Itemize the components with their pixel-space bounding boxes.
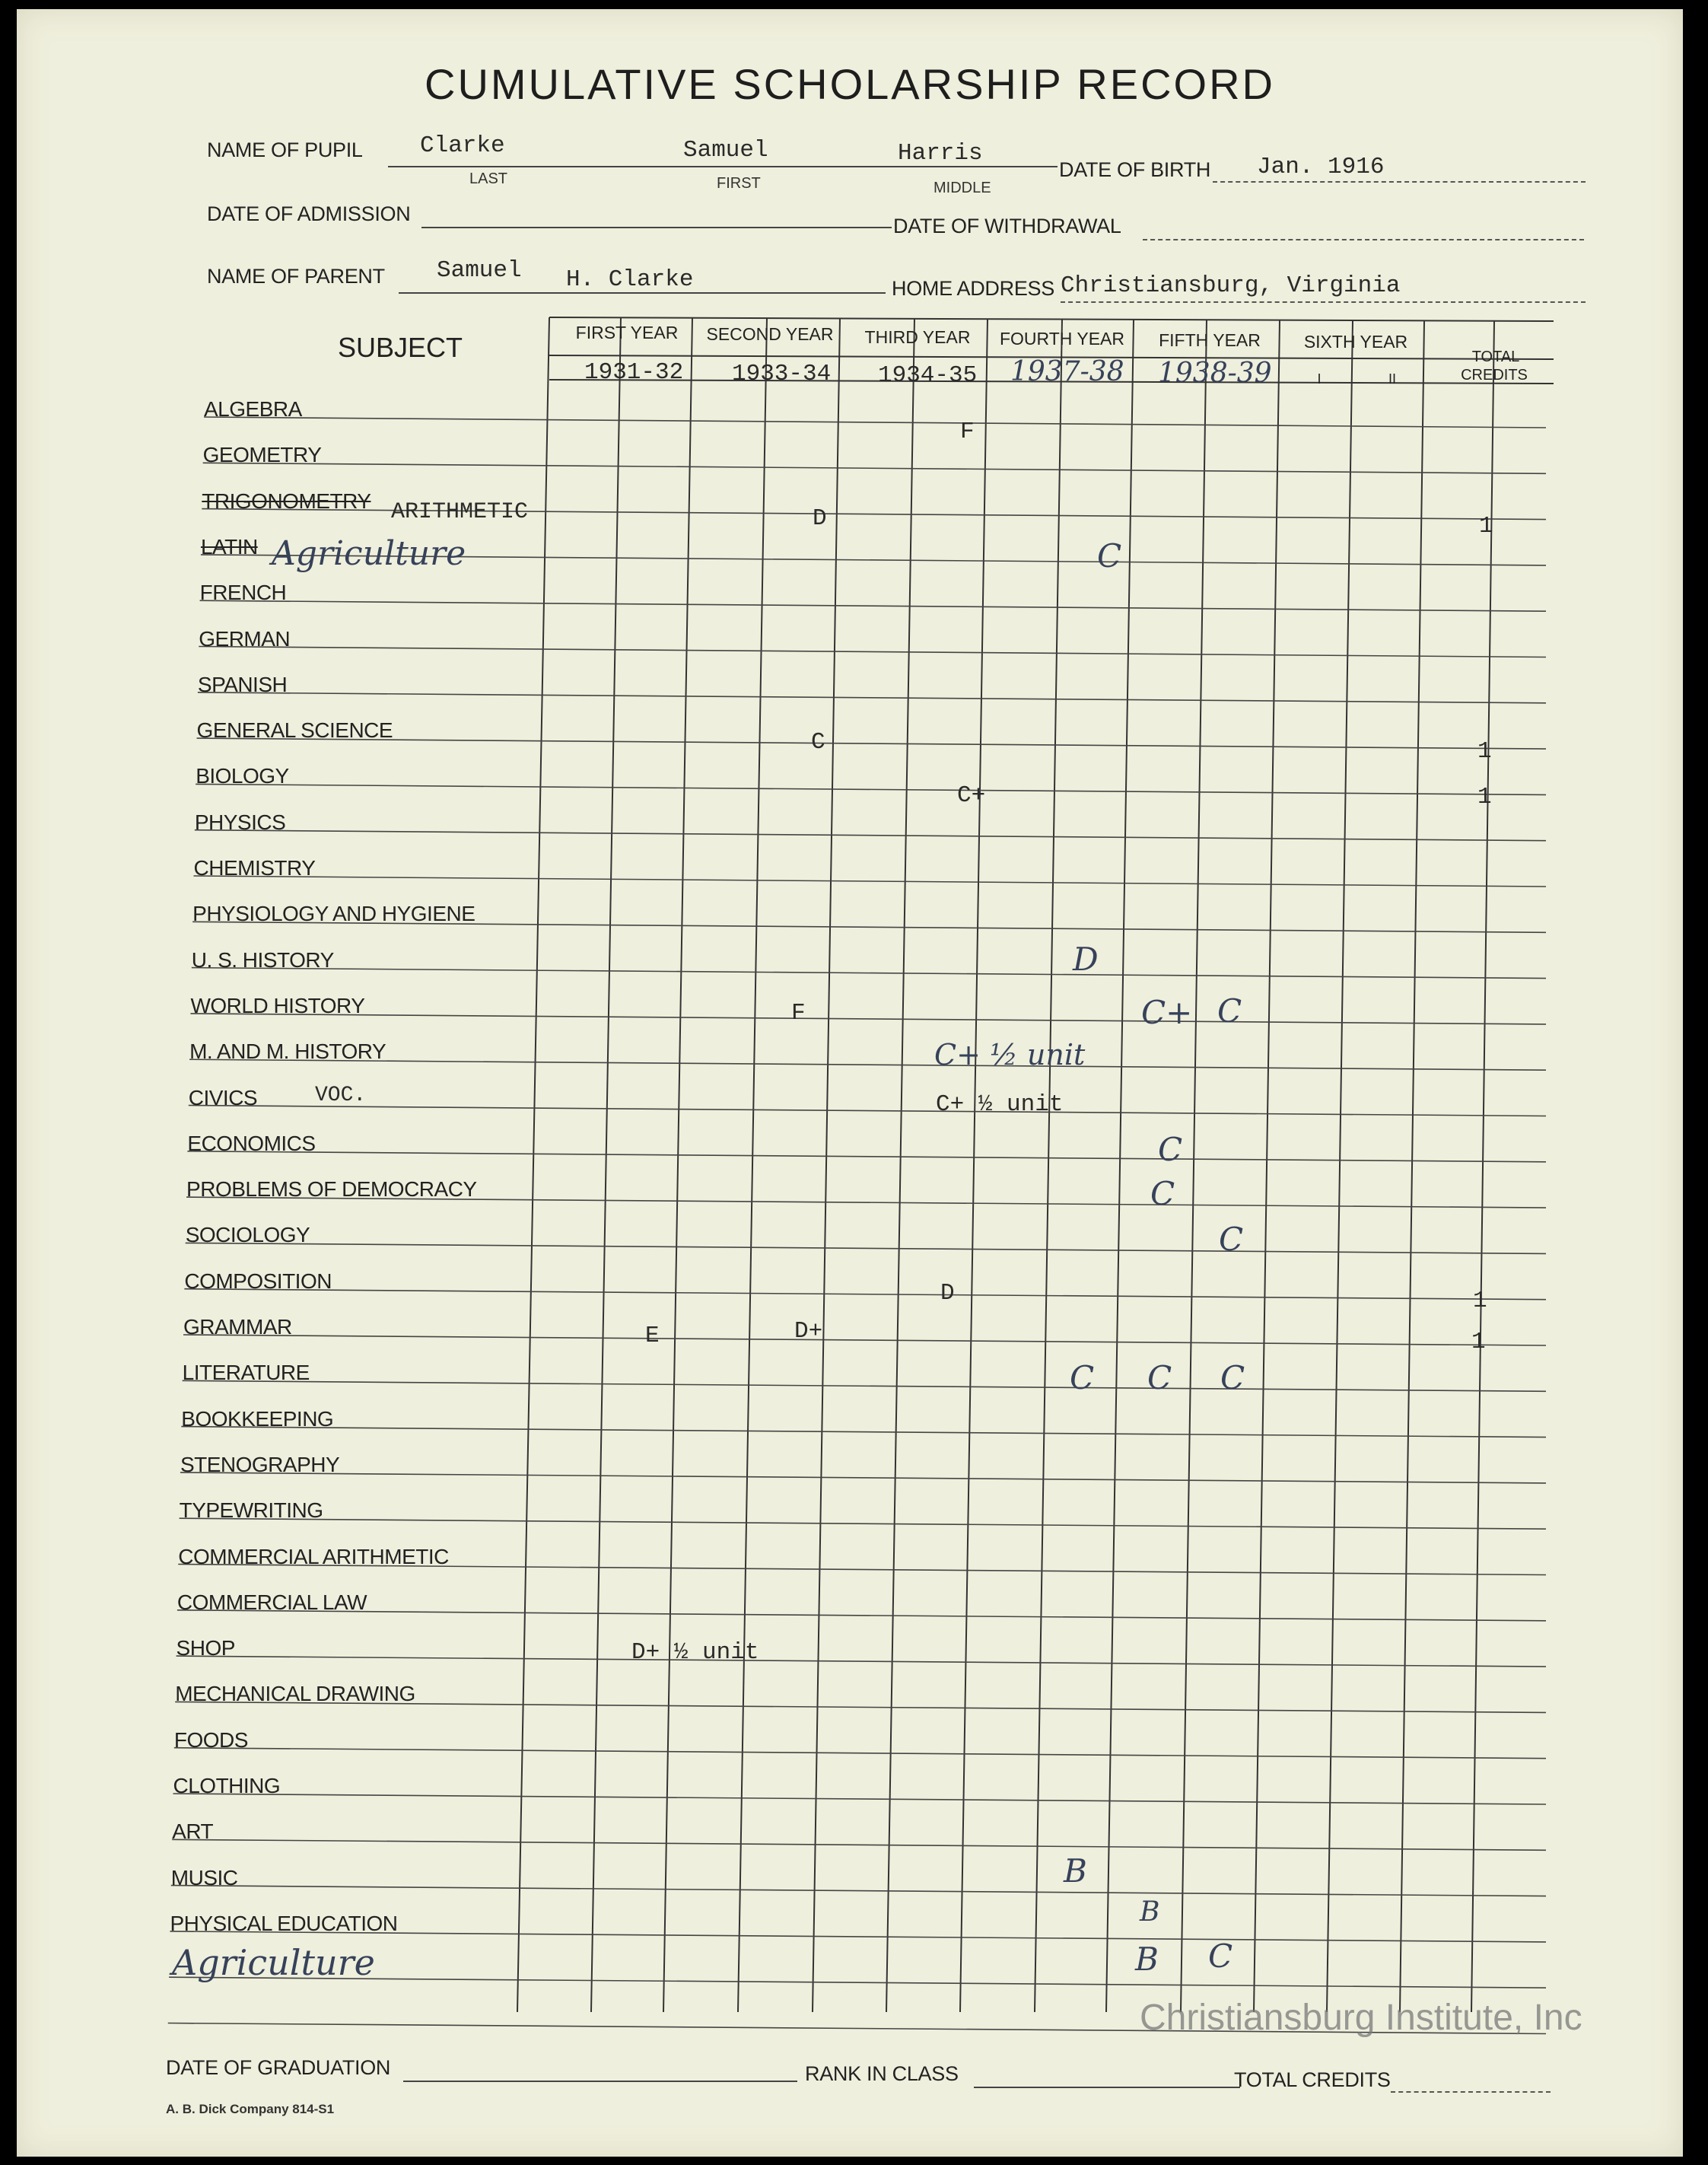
subject-commercial-arithmetic: COMMERCIAL ARITHMETIC bbox=[178, 1544, 449, 1568]
year-5-header: FIFTH YEAR bbox=[1159, 330, 1261, 350]
grade-world-history-y2: F bbox=[791, 1000, 806, 1027]
sixth-year-term-1: I bbox=[1317, 371, 1322, 387]
pupil-last-name: Clarke bbox=[420, 132, 505, 159]
grade-world-history-y5a: C+ bbox=[1141, 994, 1193, 1031]
row-line bbox=[183, 1380, 1546, 1391]
subject-geometry: GEOMETRY bbox=[202, 443, 322, 467]
subject-typewriting: TYPEWRITING bbox=[179, 1498, 323, 1523]
total-credits-line bbox=[1391, 2091, 1551, 2093]
credit-arithmetic: 1 bbox=[1479, 513, 1493, 540]
grade-arithmetic-y2: D bbox=[813, 505, 827, 532]
row-line bbox=[183, 1335, 1546, 1345]
withdrawal-label: DATE OF WITHDRAWAL bbox=[893, 215, 1121, 237]
grade-literature-y4: C bbox=[1070, 1359, 1095, 1396]
parent-label: NAME OF PARENT bbox=[207, 265, 385, 288]
row-line bbox=[195, 830, 1546, 841]
row-line bbox=[194, 876, 1547, 887]
grade-algebra-y3: F bbox=[960, 419, 975, 445]
subject-m-and-m-history: M. AND M. HISTORY bbox=[189, 1040, 386, 1064]
year-3-header: THIRD YEAR bbox=[864, 327, 971, 347]
grade-literature-y5a: C bbox=[1147, 1359, 1172, 1396]
grade-us-history-y4: D bbox=[1073, 941, 1099, 978]
printer-mark: A. B. Dick Company 814-S1 bbox=[166, 2102, 335, 2116]
subject-civics: CIVICS bbox=[188, 1085, 258, 1110]
credit-gen-science: 1 bbox=[1477, 738, 1492, 765]
grade-sociology-y5: C bbox=[1219, 1221, 1244, 1258]
grade-agriculture-y4: C bbox=[1097, 537, 1122, 575]
latin-annotation: Agriculture bbox=[272, 534, 466, 573]
subject-literature: LITERATURE bbox=[182, 1361, 310, 1385]
credit-biology: 1 bbox=[1477, 784, 1492, 810]
grade-gen-science-y2: C bbox=[811, 729, 825, 756]
subject-grammar: GRAMMAR bbox=[183, 1315, 292, 1339]
subject-foods: FOODS bbox=[173, 1727, 248, 1752]
grade-grammar-y2: D+ bbox=[794, 1318, 823, 1345]
subject-commercial-law: COMMERCIAL LAW bbox=[177, 1590, 367, 1614]
sixth-year-term-2: II bbox=[1388, 371, 1396, 387]
subject-music: MUSIC bbox=[170, 1865, 238, 1890]
subject-world-history: WORLD HISTORY bbox=[190, 993, 365, 1017]
grade-literature-y5b: C bbox=[1220, 1359, 1245, 1396]
grade-economics-y5: C bbox=[1158, 1131, 1183, 1168]
row-line bbox=[196, 784, 1546, 794]
subject-composition: COMPOSITION bbox=[184, 1269, 332, 1293]
school-year-4: 1937-38 bbox=[1010, 356, 1124, 387]
row-line bbox=[200, 600, 1546, 611]
year-4-header: FOURTH YEAR bbox=[999, 329, 1124, 349]
parent-rest-name: H. Clarke bbox=[566, 266, 694, 293]
subject-economics: ECONOMICS bbox=[187, 1131, 316, 1155]
row-line bbox=[177, 1610, 1546, 1621]
row-line bbox=[197, 738, 1546, 749]
civics-annotation: VOC. bbox=[315, 1084, 367, 1107]
graduation-line bbox=[403, 2081, 797, 2082]
graduation-label: DATE OF GRADUATION bbox=[166, 2056, 391, 2079]
grade-agriculture-y5b: C bbox=[1208, 1937, 1233, 1975]
subject-german: GERMAN bbox=[199, 626, 291, 651]
subject-sociology: SOCIOLOGY bbox=[185, 1223, 310, 1247]
extra-subject-agriculture: Agriculture bbox=[172, 1942, 375, 1983]
first-caption: FIRST bbox=[717, 175, 761, 192]
subject-chemistry: CHEMISTRY bbox=[193, 856, 316, 880]
subject-mechanical-drawing: MECHANICAL DRAWING bbox=[175, 1682, 415, 1706]
pupil-name-label: NAME OF PUPIL bbox=[207, 138, 363, 161]
row-line bbox=[180, 1518, 1546, 1529]
school-year-3: 1934-35 bbox=[878, 362, 978, 389]
row-line bbox=[174, 1748, 1546, 1759]
grade-grammar-y1: E bbox=[645, 1323, 660, 1349]
year-1-header: FIRST YEAR bbox=[575, 323, 679, 342]
subject-problems-of-democracy: PROBLEMS OF DEMOCRACY bbox=[186, 1177, 477, 1202]
subject-header: SUBJECT bbox=[337, 332, 463, 363]
credit-composition: 1 bbox=[1473, 1288, 1487, 1314]
row-line bbox=[186, 1243, 1546, 1253]
row-line bbox=[204, 417, 1546, 428]
year-2-header: SECOND YEAR bbox=[706, 324, 834, 344]
school-year-1: 1931-32 bbox=[584, 359, 684, 386]
row-line bbox=[177, 1656, 1546, 1667]
subject-physical-education: PHYSICAL EDUCATION bbox=[170, 1911, 398, 1935]
subject-latin: LATIN bbox=[200, 534, 258, 559]
row-line bbox=[180, 1473, 1546, 1483]
row-line bbox=[189, 1106, 1546, 1116]
subject-shop: SHOP bbox=[176, 1636, 235, 1660]
arithmetic-annotation: ARITHMETIC bbox=[391, 499, 529, 525]
row-line bbox=[173, 1794, 1547, 1804]
subject-physics: PHYSICS bbox=[194, 810, 286, 834]
total-credits-label: TOTAL CREDITS bbox=[1234, 2068, 1391, 2091]
row-line bbox=[187, 1151, 1546, 1162]
subject-biology: BIOLOGY bbox=[196, 764, 289, 788]
address-label: HOME ADDRESS bbox=[892, 277, 1054, 300]
subject-art: ART bbox=[172, 1820, 214, 1844]
row-line bbox=[181, 1427, 1546, 1437]
total-header-1: TOTAL bbox=[1471, 349, 1520, 365]
grade-agriculture-y5a: B bbox=[1135, 1941, 1159, 1978]
rank-label: RANK IN CLASS bbox=[805, 2062, 959, 2085]
row-line bbox=[203, 463, 1546, 473]
subject-spanish: SPANISH bbox=[197, 672, 288, 696]
row-line bbox=[189, 1059, 1546, 1070]
subject-u-s-history: U. S. HISTORY bbox=[191, 947, 334, 972]
subject-stenography: STENOGRAPHY bbox=[180, 1452, 340, 1476]
address-value: Christiansburg, Virginia bbox=[1061, 272, 1401, 299]
grade-biology-y3: C+ bbox=[957, 782, 986, 809]
parent-first-name: Samuel bbox=[437, 257, 522, 284]
grade-civics-y3: C+ ½ unit bbox=[936, 1091, 1064, 1118]
admission-label: DATE OF ADMISSION bbox=[207, 202, 411, 225]
subject-bookkeeping: BOOKKEEPING bbox=[181, 1406, 334, 1431]
row-line bbox=[199, 647, 1546, 657]
grade-composition-y3: D bbox=[940, 1280, 955, 1307]
grade-pod-y5: C bbox=[1150, 1175, 1175, 1212]
credit-grammar: 1 bbox=[1471, 1329, 1486, 1355]
grade-mm-history-y3: C+ ½ unit bbox=[934, 1038, 1086, 1071]
subject-clothing: CLOTHING bbox=[173, 1774, 281, 1797]
row-line bbox=[169, 1977, 1546, 1988]
row-line bbox=[171, 1886, 1546, 1896]
grade-world-history-y5b: C bbox=[1217, 992, 1242, 1030]
dob-value: Jan. 1916 bbox=[1257, 154, 1385, 180]
subject-general-science: GENERAL SCIENCE bbox=[196, 718, 393, 743]
grade-pe-y5: B bbox=[1140, 1896, 1160, 1928]
rank-line bbox=[974, 2087, 1240, 2088]
school-year-5: 1938-39 bbox=[1158, 358, 1272, 389]
pupil-first-name: Samuel bbox=[683, 137, 768, 164]
subject-french: FRENCH bbox=[199, 581, 287, 605]
subject-algebra: ALGEBRA bbox=[204, 397, 302, 421]
row-line bbox=[172, 1839, 1546, 1850]
middle-caption: MIDDLE bbox=[934, 180, 991, 196]
watermark: Christiansburg Institute, Inc bbox=[1140, 1998, 1582, 2038]
pupil-middle-name: Harris bbox=[898, 140, 983, 167]
total-header-2: CREDITS bbox=[1461, 367, 1528, 384]
page-title: CUMULATIVE SCHOLARSHIP RECORD bbox=[425, 60, 1275, 108]
record-sheet bbox=[17, 9, 1683, 2157]
dob-label: DATE OF BIRTH bbox=[1059, 158, 1211, 181]
grade-music-y4: B bbox=[1064, 1852, 1087, 1890]
school-year-2: 1933-34 bbox=[732, 361, 832, 387]
year-6-header: SIXTH YEAR bbox=[1303, 332, 1408, 352]
grade-shop-y1: D+ ½ unit bbox=[631, 1639, 759, 1666]
subject-trigonometry: TRIGONOMETRY bbox=[202, 489, 371, 513]
last-caption: LAST bbox=[469, 170, 508, 187]
row-line bbox=[184, 1289, 1546, 1300]
subject-physiology-and-hygiene: PHYSIOLOGY AND HYGIENE bbox=[192, 902, 476, 926]
row-line bbox=[198, 692, 1546, 703]
